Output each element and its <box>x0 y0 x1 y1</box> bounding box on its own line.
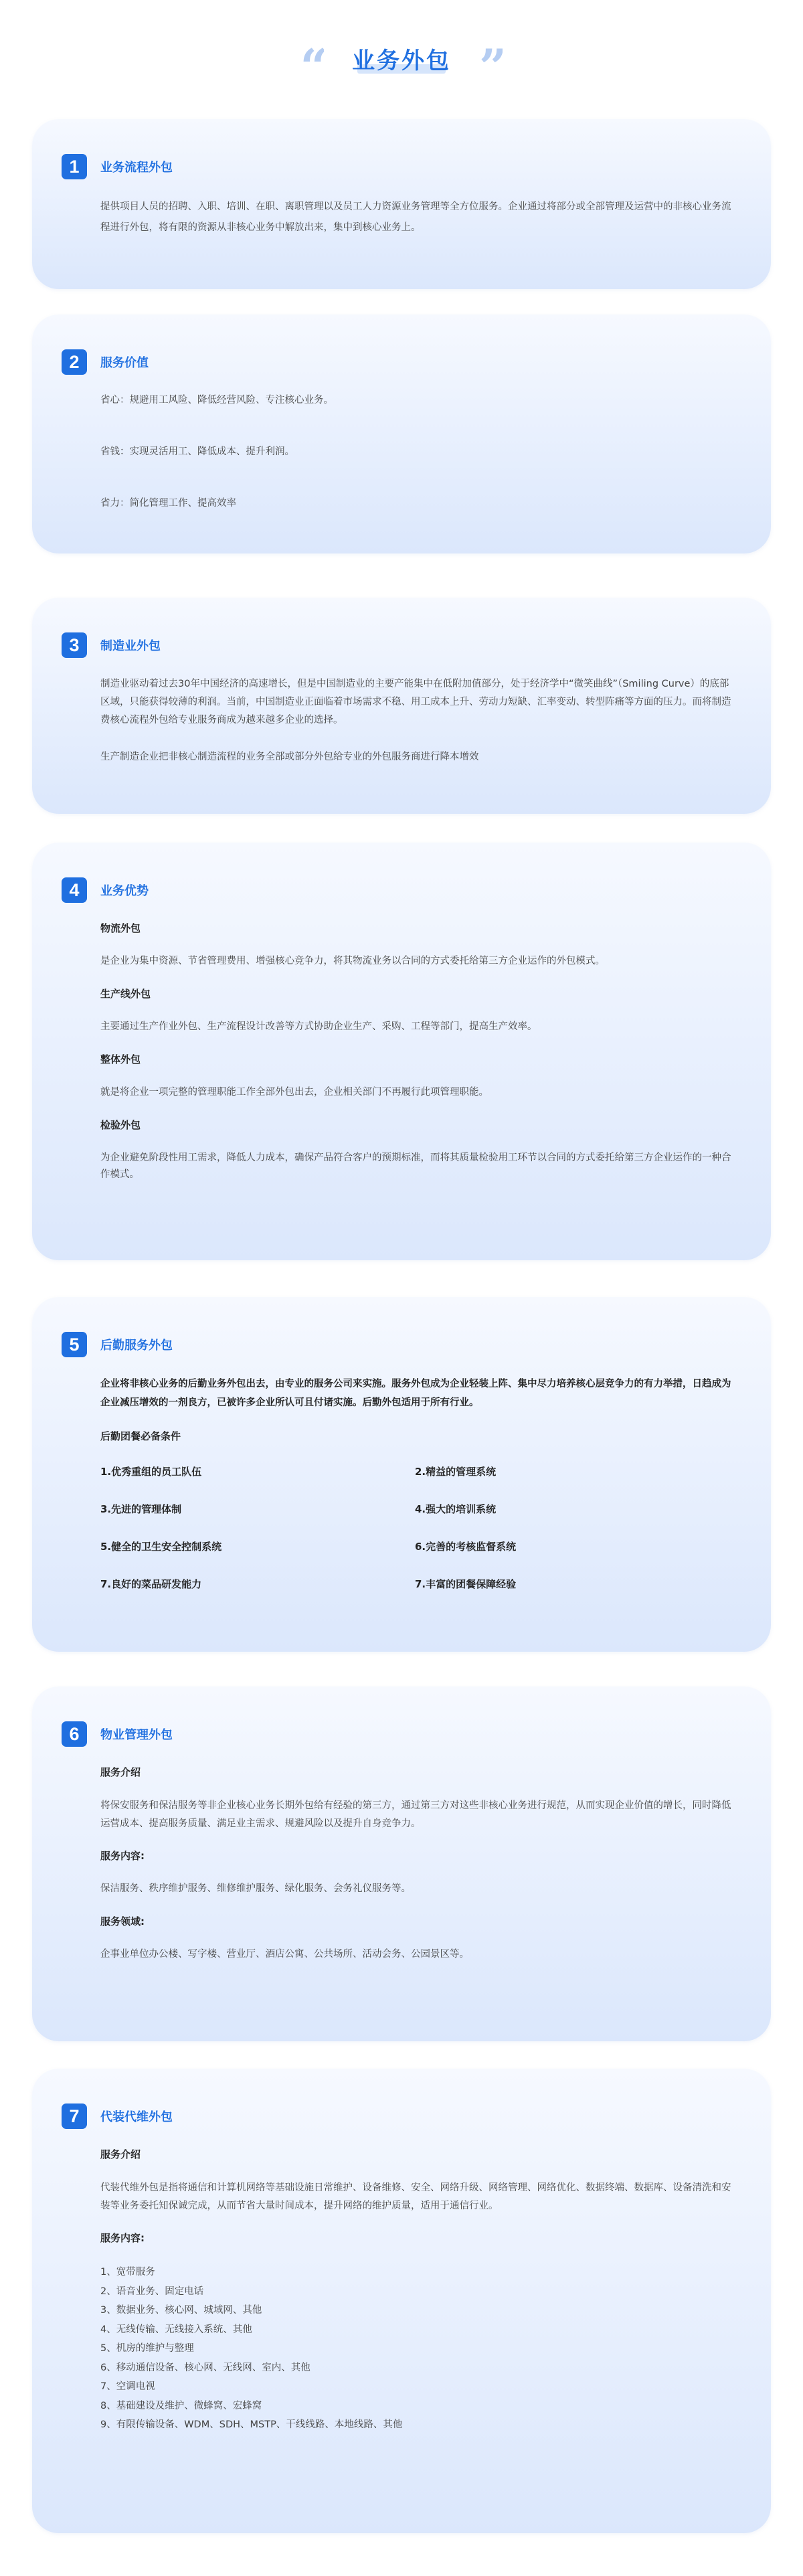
service-list <box>100 2263 737 2435</box>
card-head <box>62 1721 737 1747</box>
paragraph: 生产制造企业把非核心制造流程的业务全部或部分外包给专业的外包服务商进行降本增效 <box>100 752 479 762</box>
card-head <box>62 1332 737 1357</box>
card-business-process <box>32 119 771 289</box>
list-item: 5、机房的维护与整理 <box>100 2343 194 2354</box>
condition-item: 1.优秀重组的员工队伍 <box>100 1466 202 1478</box>
value-item: 省钱：实现灵活用工、降低成本、提升利润。 <box>100 446 294 457</box>
subheading: 物流外包 <box>100 922 141 934</box>
card-manufacturing <box>32 598 771 814</box>
card-installation <box>32 2069 771 2533</box>
value-item: 省心：规避用工风险、降低经营风险、专注核心业务。 <box>100 395 333 406</box>
page-header <box>0 0 803 110</box>
card-title: 制造业外包 <box>100 639 161 653</box>
subheading: 整体外包 <box>100 1053 141 1065</box>
close-quote-icon: ” <box>479 42 503 83</box>
subheading: 后勤团餐必备条件 <box>100 1430 181 1442</box>
page-title: 业务外包 <box>352 48 451 74</box>
condition-item: 7.丰富的团餐保障经验 <box>415 1578 517 1590</box>
card-head <box>62 877 737 903</box>
card-body <box>62 675 737 766</box>
conditions-grid <box>100 1464 737 1593</box>
card-head <box>62 2103 737 2129</box>
list-item: 6、移动通信设备、核心网、无线网、室内、其他 <box>100 2362 310 2373</box>
number-badge: 5 <box>62 1332 87 1357</box>
card-head <box>62 154 737 179</box>
condition-item: 4.强大的培训系统 <box>415 1503 497 1515</box>
card-body <box>62 2146 737 2435</box>
paragraph: 企事业单位办公楼、写字楼、营业厅、酒店公寓、公共场所、活动会务、公园景区等。 <box>100 1949 469 1960</box>
paragraph: 主要通过生产作业外包、生产流程设计改善等方式协助企业生产、采购、工程等部门，提高生产效率。 <box>100 1021 537 1032</box>
paragraph: 就是将企业一项完整的管理职能工作全部外包出去，企业相关部门不再履行此项管理职能。 <box>100 1087 488 1098</box>
paragraph: 将保安服务和保洁服务等非企业核心业务长期外包给有经验的第三方，通过第三方对这些非核心业务进行规范，从而实现企业价值的增长，同时降低运营成本、提高服务质量、满足业主需求、规避风险以及提升自身竞争力。 <box>100 1800 731 1829</box>
card-service-value <box>32 315 771 553</box>
list-item: 7、空调电视 <box>100 2381 155 2392</box>
subheading: 服务领域: <box>100 1915 145 1927</box>
paragraph: 是企业为集中资源、节省管理费用、增强核心竞争力，将其物流业务以合同的方式委托给第三方企业运作的外包模式。 <box>100 956 605 966</box>
open-quote-icon: “ <box>300 42 324 83</box>
value-item: 省力：简化管理工作、提高效率 <box>100 498 236 509</box>
card-logistics <box>32 1297 771 1652</box>
paragraph: 代装代维外包是指将通信和计算机网络等基础设施日常维护、设备维修、安全、网络升级、网络管理、网络优化、数据终端、数据库、设备清洗和安装等业务委托知保诚完成，从而节省大量时间成本，提升网络的维护质量，适用于通信行业。 <box>100 2182 731 2211</box>
condition-item: 6.完善的考核监督系统 <box>415 1541 517 1553</box>
subheading: 生产线外包 <box>100 988 151 1000</box>
card-body <box>62 1375 737 1593</box>
card-body <box>62 1764 737 1963</box>
title-wrap <box>352 42 451 75</box>
subheading: 检验外包 <box>100 1119 141 1131</box>
card-title: 服务价值 <box>100 356 149 370</box>
number-badge: 6 <box>62 1721 87 1747</box>
condition-item: 7.良好的菜品研发能力 <box>100 1578 202 1590</box>
number-badge: 2 <box>62 349 87 375</box>
card-title: 代装代维外包 <box>100 2110 173 2124</box>
list-item: 8、基础建设及维护、微蜂窝、宏蜂窝 <box>100 2400 262 2411</box>
paragraph: 制造业驱动着过去30年中国经济的高速增长，但是中国制造业的主要产能集中在低附加值部分，处于经济学中“微笑曲线”（Smiling Curve）的底部区域，只能获得较薄的利润。当前，中国制造业正面临着市场需求不稳、用工成本上升、劳动力短缺、汇率变动、转型阵痛等方面的压力。而将制造费核心流程外包给专业服务商成为越来越多企业的选择。 <box>100 679 731 725</box>
paragraph: 提供项目人员的招聘、入职、培训、在职、离职管理以及员工人力资源业务管理等全方位服务。企业通过将部分或全部管理及运营中的非核心业务流程进行外包，将有限的资源从非核心业务中解放出来，集中到核心业务上。 <box>100 201 731 233</box>
intro-paragraph: 企业将非核心业务的后勤业务外包出去，由专业的服务公司来实施。服务外包成为企业轻装上阵、集中尽力培养核心层竞争力的有力举措，日趋成为企业减压增效的一剂良方，已被许多企业所认可且付诸实施。后勤外包适用于所有行业。 <box>100 1379 731 1408</box>
condition-item: 5.健全的卫生安全控制系统 <box>100 1541 222 1553</box>
card-head <box>62 349 737 375</box>
number-badge: 1 <box>62 154 87 179</box>
subheading: 服务内容: <box>100 1850 145 1862</box>
card-body <box>62 392 737 512</box>
paragraph: 保洁服务、秩序维护服务、维修维护服务、绿化服务、会务礼仪服务等。 <box>100 1883 411 1894</box>
card-title: 业务流程外包 <box>100 161 173 175</box>
card-advantages <box>32 843 771 1260</box>
paragraph: 为企业避免阶段性用工需求，降低人力成本，确保产品符合客户的预期标准，而将其质量检验用工环节以合同的方式委托给第三方企业运作的一种合作模式。 <box>100 1152 731 1180</box>
card-body <box>62 197 737 238</box>
subheading: 服务内容: <box>100 2232 145 2244</box>
list-item: 4、无线传输、无线接入系统、其他 <box>100 2324 252 2335</box>
list-item: 3、数据业务、核心网、城域网、其他 <box>100 2305 262 2316</box>
subheading: 服务介绍 <box>100 1766 141 1778</box>
subheading: 服务介绍 <box>100 2148 141 2160</box>
list-item: 2、语音业务、固定电话 <box>100 2286 204 2297</box>
condition-item: 3.先进的管理体制 <box>100 1503 182 1515</box>
card-body <box>62 920 737 1183</box>
number-badge: 4 <box>62 877 87 903</box>
card-property <box>32 1687 771 2041</box>
list-item: 9、有限传输设备、WDM、SDH、MSTP、干线线路、本地线路、其他 <box>100 2419 403 2430</box>
card-title: 物业管理外包 <box>100 1728 173 1742</box>
card-title: 后勤服务外包 <box>100 1339 173 1353</box>
condition-item: 2.精益的管理系统 <box>415 1466 497 1478</box>
number-badge: 3 <box>62 632 87 658</box>
number-badge: 7 <box>62 2103 87 2129</box>
card-head <box>62 632 737 658</box>
list-item: 1、宽带服务 <box>100 2267 155 2278</box>
card-title: 业务优势 <box>100 884 149 898</box>
